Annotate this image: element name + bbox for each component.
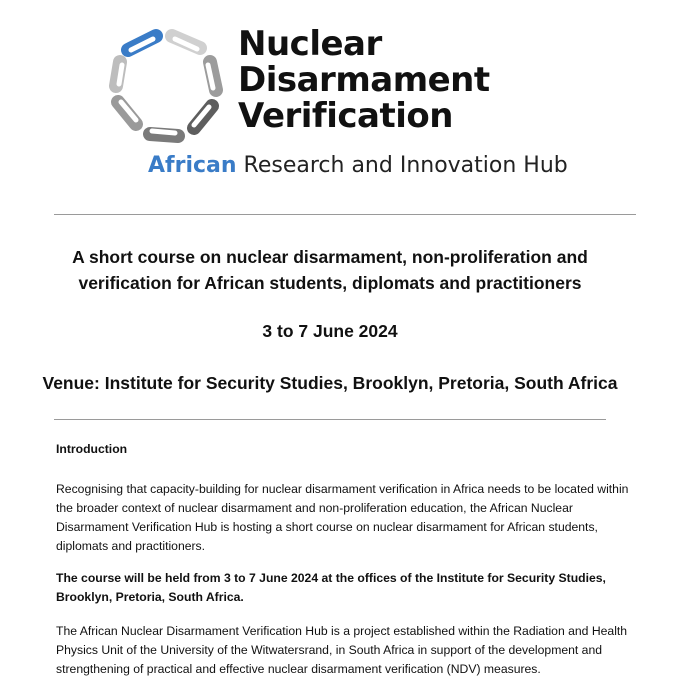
course-heading: A short course on nuclear disarmament, non-proliferation and verification for African students, diplomats and practitioners bbox=[72, 247, 588, 293]
introduction-paragraph-3: The African Nuclear Disarmament Verification Hub is a project established within the Radiation and Health Physics Unit of the University of the Witwatersrand, in South Africa in support of the development and strengthening of practical and effective nuclear disarmament verification (NDV) measures. bbox=[56, 624, 628, 676]
introduction-paragraph-2: The course will be held from 3 to 7 June 2024 at the offices of the Institute for Security Studies, Brooklyn, Pretoria, South Africa. bbox=[56, 571, 606, 604]
hub-logo-ring-icon bbox=[108, 28, 228, 144]
introduction-title: Introduction bbox=[56, 442, 128, 456]
introduction-paragraph-1: Recognising that capacity-building for nuclear disarmament verification in Africa needs to be located within the broader context of nuclear disarmament and non-proliferation education, the African Nuclear Disarmament Verification Hub is hosting a short course on nuclear disarmament for African students, diplomats and practitioners. bbox=[56, 482, 629, 553]
logo-title bbox=[238, 26, 490, 134]
header-divider bbox=[54, 214, 636, 215]
hub-subtitle bbox=[148, 152, 568, 180]
logo-title-line-2: Disarmament bbox=[238, 60, 490, 100]
hub-subtitle-rest: Research and Innovation Hub bbox=[236, 153, 568, 178]
course-venue: Venue: Institute for Security Studies, Brooklyn, Pretoria, South Africa bbox=[42, 373, 618, 393]
logo-title-line-3: Verification bbox=[238, 96, 453, 136]
logo-title-line-1: Nuclear bbox=[238, 24, 382, 64]
course-dates: 3 to 7 June 2024 bbox=[262, 321, 398, 341]
hub-subtitle-accent: African bbox=[148, 153, 237, 178]
venue-divider bbox=[54, 419, 606, 420]
